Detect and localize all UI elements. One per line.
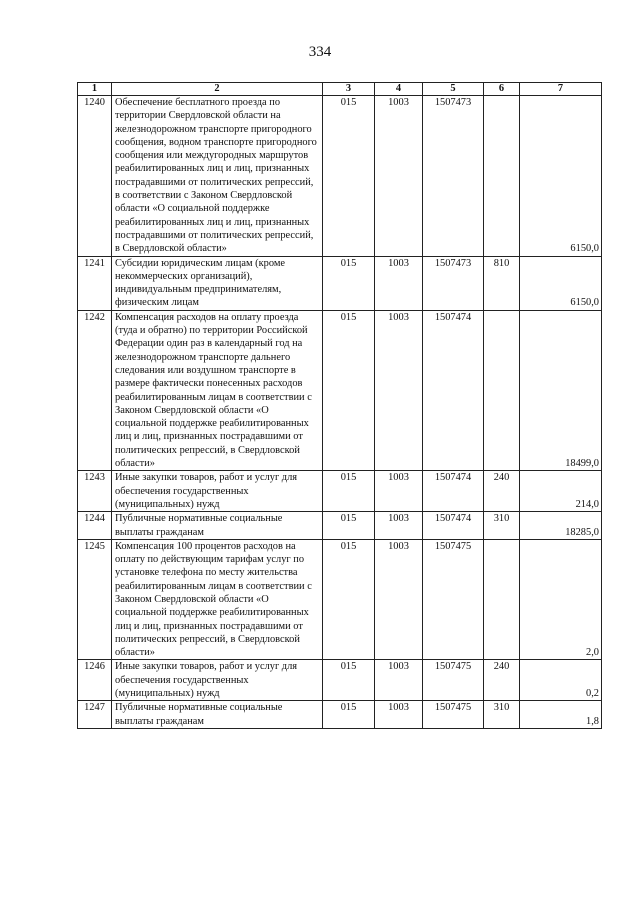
row-number: 1241 (78, 256, 112, 310)
expense-type-code (484, 539, 520, 660)
row-number: 1242 (78, 310, 112, 471)
header-cell: 5 (423, 83, 484, 96)
expense-type-code: 310 (484, 512, 520, 540)
row-name: Публичные нормативные социальные выплаты гражданам (112, 701, 323, 729)
expense-type-code: 240 (484, 471, 520, 512)
target-code: 1507474 (423, 310, 484, 471)
row-number: 1245 (78, 539, 112, 660)
ministry-code: 015 (323, 701, 375, 729)
amount: 1,8 (520, 701, 602, 729)
ministry-code: 015 (323, 256, 375, 310)
row-number: 1243 (78, 471, 112, 512)
section-code: 1003 (375, 512, 423, 540)
expense-type-code: 810 (484, 256, 520, 310)
target-code: 1507475 (423, 701, 484, 729)
header-cell: 7 (520, 83, 602, 96)
row-number: 1246 (78, 660, 112, 701)
table-row (78, 96, 602, 257)
row-name: Публичные нормативные социальные выплаты гражданам (112, 512, 323, 540)
amount: 2,0 (520, 539, 602, 660)
ministry-code: 015 (323, 660, 375, 701)
row-name: Иные закупки товаров, работ и услуг для обеспечения государственных (муниципальных) нужд (112, 471, 323, 512)
expense-type-code: 310 (484, 701, 520, 729)
ministry-code: 015 (323, 512, 375, 540)
section-code: 1003 (375, 539, 423, 660)
header-cell: 2 (112, 83, 323, 96)
ministry-code: 015 (323, 310, 375, 471)
row-name: Компенсация расходов на оплату проезда (туда и обратно) по территории Российской Федерации один раз в календарный год на железнодорожном транспорте дальнего следования или воздушном транспорте в размере фактически понесенных расходов реабилитированным лицам в соответствии с Законом Свердловской области «О социальной поддержке реабилитированных лиц и лиц, признанных пострадавшими от политических репрессий, в Свердловской области» (112, 310, 323, 471)
table-row (78, 660, 602, 701)
section-code: 1003 (375, 660, 423, 701)
table-row (78, 512, 602, 540)
header-cell: 1 (78, 83, 112, 96)
section-code: 1003 (375, 471, 423, 512)
amount: 6150,0 (520, 96, 602, 257)
target-code: 1507474 (423, 512, 484, 540)
expense-type-code: 240 (484, 660, 520, 701)
target-code: 1507475 (423, 660, 484, 701)
target-code: 1507475 (423, 539, 484, 660)
target-code: 1507473 (423, 96, 484, 257)
expense-type-code (484, 310, 520, 471)
header-cell: 3 (323, 83, 375, 96)
row-number: 1240 (78, 96, 112, 257)
section-code: 1003 (375, 701, 423, 729)
table-row (78, 256, 602, 310)
section-code: 1003 (375, 96, 423, 257)
header-row (78, 83, 602, 96)
row-name: Иные закупки товаров, работ и услуг для обеспечения государственных (муниципальных) нужд (112, 660, 323, 701)
amount: 6150,0 (520, 256, 602, 310)
page-number: 334 (308, 44, 332, 60)
expense-type-code (484, 96, 520, 257)
ministry-code: 015 (323, 539, 375, 660)
table-row (78, 701, 602, 729)
header-cell: 4 (375, 83, 423, 96)
ministry-code: 015 (323, 471, 375, 512)
target-code: 1507473 (423, 256, 484, 310)
amount: 214,0 (520, 471, 602, 512)
table-row (78, 539, 602, 660)
target-code: 1507474 (423, 471, 484, 512)
budget-table (77, 82, 602, 729)
amount: 18499,0 (520, 310, 602, 471)
table-row (78, 471, 602, 512)
row-number: 1244 (78, 512, 112, 540)
row-name: Компенсация 100 процентов расходов на оплату по действующим тарифам услуг по установке телефона по месту жительства реабилитированным лицам в соответствии с Законом Свердловской области «О социальной поддержке реабилитированных лиц и лиц, признанных пострадавшими от политических репрессий, в Свердловской области» (112, 539, 323, 660)
amount: 18285,0 (520, 512, 602, 540)
section-code: 1003 (375, 310, 423, 471)
row-name: Субсидии юридическим лицам (кроме некоммерческих организаций), индивидуальным предпринимателям, физическим лицам (112, 256, 323, 310)
header-cell: 6 (484, 83, 520, 96)
table-row (78, 310, 602, 471)
row-name: Обеспечение бесплатного проезда по территории Свердловской области на железнодорожном транспорте пригородного сообщения, водном транспорте пригородного сообщения или междугородных маршрутов реабилитированных лиц и лиц, признанных пострадавшими от политических репрессий, в соответствии с Законом Свердловской области «О социальной поддержке реабилитированных лиц и лиц, признанных пострадавшими от политических репрессий, в Свердловской области» (112, 96, 323, 257)
ministry-code: 015 (323, 96, 375, 257)
section-code: 1003 (375, 256, 423, 310)
row-number: 1247 (78, 701, 112, 729)
amount: 0,2 (520, 660, 602, 701)
